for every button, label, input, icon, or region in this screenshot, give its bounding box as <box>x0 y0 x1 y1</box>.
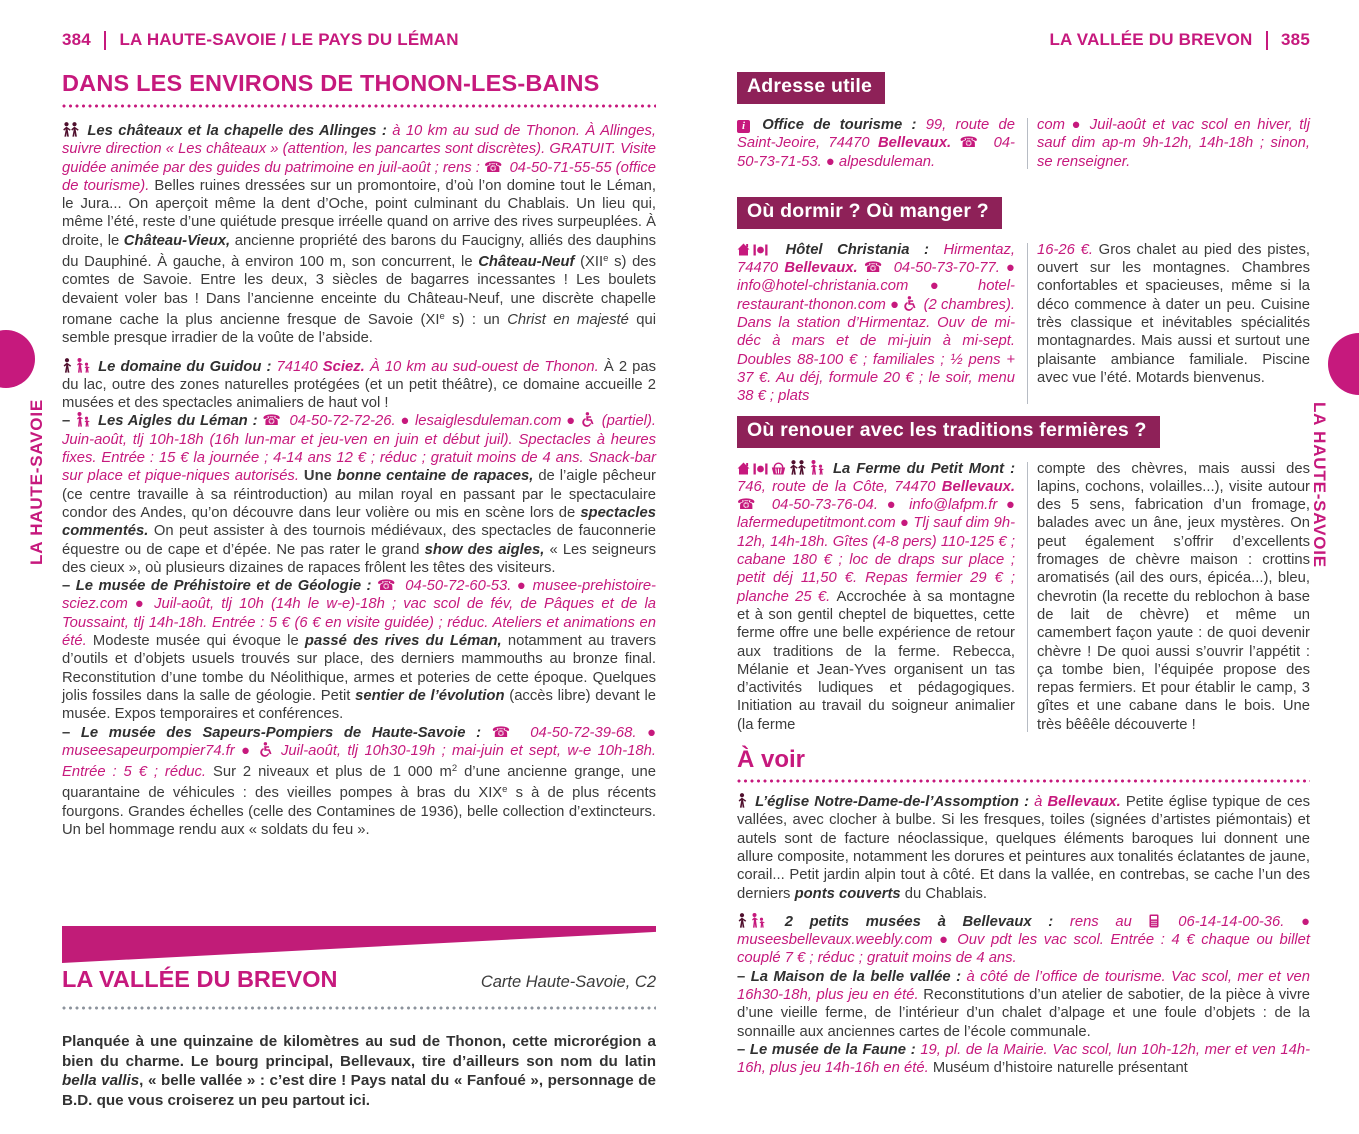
basket-icon <box>771 461 786 477</box>
map-reference: Carte Haute-Savoie, C2 <box>480 973 656 991</box>
dotted-rule-gray <box>62 1006 656 1010</box>
section-band <box>62 926 656 963</box>
entry-musee-prehistoire: – Le musée de Préhistoire et de Géologie : ☎ 04-50-72-60-53. ● musee-prehistoire-sciez.com ● Juil-août, tlj 10h (14h le w-e)-18h ; vac scol de fév, de Pâques et de la Toussaint, tlj 14h-18h. Entrée : 5 € (6 € en visite guidée) ; réduc. Ateliers et animations en été. Modeste musée qui évoque le passé des rives du Léman, notamment au travers d’outils et d’objets usuels trouvés sur place, des derniers mammouths au bronze final. Reconstitution d’une tombe du Néolithique, armes et poteries de cette époque. Quelques jolis fossiles dans la salle de géologie. Petit sentier de l’évolution (accès libre) devant le musée. Expos temporaires et conférences. <box>62 578 657 723</box>
info-icon: i <box>737 117 750 133</box>
wheelchair-icon <box>903 297 916 313</box>
entry-chateaux-allinges: Les châteaux et la chapelle des Allinges : à 10 km au sud de Thonon. À Allinges, suivre direction « Les châteaux » (attention, les pancartes sont discrètes). GRATUIT. Visite guidée animée par des guides du patrimoine en juil-août ; rens : ☎ 04-50-71-55-55 (office de tourisme). Belles ruines dressées sur un promontoire, d’où l’on domine tout le Léman, le Jura... On aperçoit même la dent d’Oche, point culminant du Chablais. Un lieu qui, même l’été, reste d’une quiétude presque irréelle quand on arrive des rives surpeuplées. À droite, le Château-Vieux, ancienne propriété des barons du Faucigny, alliés des dauphins du Dauphiné. À gauche, à environ 100 m, son concurrent, le Château-Neuf (XIIe s) des comtes de Savoie. Entre les deux, 3 siècles de bagarres incessantes ! Les boulets devaient voler bas ! Dans l’ancienne enceinte du Château-Neuf, une discrète chapelle romane cache la plus ancienne fresque de Savoie (XIe s) : un Christ en majesté qui semble presque irradier de la voûte de l’abside. <box>62 123 657 347</box>
hotel-christania-col2: 16-26 €. Gros chalet au pied des pistes, ouvert sur les montagnes. Chambres confortables et spacieuses, même si la déco commence à dater un peu. Cuisine très classique et inévitables spécialités montagnardes. Mais aussi et surtout une plaisante ambiance familiale. Piscine avec vue l’été. Motards bienvenus. <box>1037 241 1310 386</box>
office-de-tourisme-col1: i Office de tourisme : 99, route de Saint-Jeoire, 74470 Bellevaux. ☎ 04-50-73-71-53. ● alpesduleman. <box>737 117 1015 170</box>
entry-maison-belle-vallee: – La Maison de la belle vallée : à côté de l’office de tourisme. Vac scol, mer et ven 16h30-18h, plus jeu en été. Reconstitutions d’un atelier de sabotier, de la pièce à vivre d’une vieille ferme, de l’intérieur d’un chalet d’alpage et une foule d’objets : de la sonnaille aux anciennes cartes de l’école communale. <box>737 968 1310 1040</box>
restaurant-icon <box>753 461 768 477</box>
person-icon <box>737 914 747 930</box>
hotel-christania-col1: Hôtel Christania : Hirmentaz, 74470 Bellevaux. ☎ 04-50-73-70-77. ● info@hotel-christania.com ● hotel-restaurant-thonon.com ● (2 chambres). Dans la station d’Hirmentaz. Ouv de mi-déc à mars et de mi-juin à mi-sept. Doubles 88-100 € ; familiales ; ½ pens + 37 €. Au déj, formule 20 € ; le soir, menu 38 € ; plats <box>737 241 1015 405</box>
heading-adresse-utile-label: Adresse utile <box>737 72 885 104</box>
phone-icon: ☎ <box>491 724 517 741</box>
running-head-right <box>737 30 1310 50</box>
running-head-title-left: LA HAUTE-SAVOIE / LE PAYS DU LÉMAN <box>119 30 459 49</box>
heading-adresse-utile <box>737 72 1310 104</box>
ferme-petit-mont-block <box>737 460 1310 734</box>
header-divider <box>104 31 107 50</box>
section-title-brevon: LA VALLÉE DU BREVON <box>62 966 338 992</box>
right-edge-circle <box>1328 333 1359 395</box>
column-divider <box>1027 243 1028 404</box>
ferme-petit-mont-col1: La Ferme du Petit Mont : 746, route de la Côte, 74470 Bellevaux. ☎ 04-50-73-76-04. ● info@lafpm.fr ● lafermedupetitmont.com ● Tlj sauf dim 9h-12h, 14h-18h. Gîtes (4-8 pers) 110-125 € ; cabane 180 € ; loc de draps sur place ; petit déj 11,50 €. Repas fermier 29 € ; planche 25 €. Accrochée à sa montagne et à son gentil cheptel de biquettes, cette ferme offre une belle expérience de retour aux traditions de la ferme. Rebecca, Mélanie et Jean-Yves organisent un tas d’activités ludiques et pédagogiques. Initiation au travail du soigneur animalier (la ferme <box>737 460 1015 733</box>
adresse-utile-block <box>737 116 1310 171</box>
hotel-icon <box>737 242 750 258</box>
phone-icon: ☎ <box>863 260 885 277</box>
entry-musee-sapeurs-pompiers: – Le musée des Sapeurs-Pompiers de Haute-Savoie : ☎ 04-50-72-39-68. ● museesapeurpompier74.fr ● Juil-août, tlj 10h30-19h ; mai-juin et sept, w-e 10h-18h. Entrée : 5 € ; réduc. Sur 2 niveaux et plus de 1 000 $m^2$ d’une ancienne grange, une quarantaine de véhicules : des vieilles pompes à bras du XIXe s à de plus récents fourgons. Grandes échelles (celle des Contamines de 1936), belle collection d’extincteurs. Un bel hommage rendu aux « soldats du feu ». <box>62 724 657 838</box>
phone-icon: ☎ <box>959 135 983 152</box>
column-divider <box>1027 118 1028 169</box>
running-head-left <box>62 30 656 50</box>
left-edge-circle <box>0 330 35 388</box>
heading-ou-dormir-manger <box>737 197 1310 229</box>
right-tab-label: LA HAUTE-SAVOIE <box>1310 402 1329 568</box>
phone-icon: ☎ <box>737 497 761 514</box>
heading-traditions-fermieres-label: Où renouer avec les traditions fermières ? <box>737 416 1160 448</box>
column-divider <box>1027 462 1028 732</box>
person-icon <box>62 359 72 375</box>
page-384 <box>62 0 656 1134</box>
heading-ou-dormir-manger-label: Où dormir ? Où manger ? <box>737 197 1002 229</box>
left-tab-label: LA HAUTE-SAVOIE <box>27 399 46 565</box>
page-385 <box>737 0 1310 1077</box>
person-icon <box>737 794 747 810</box>
entry-eglise-assomption: L’église Notre-Dame-de-l’Assomption : à Bellevaux. Petite église typique de ces vallées, avec clocher à bulbe. Si les fresques, toiles (signées d’artistes piémontais) et autels sont de facture néoclassique, quelques éléments baroques lui donnent une allure composite, notamment les dorures et peintures aux tonalités éclatantes de jaune, corail... Petit jardin alpin tout à côté. Et dans la vallée, en contrebas, se cache l’un des derniers ponts couverts du Chablais. <box>737 794 1310 902</box>
wheelchair-icon <box>259 743 272 759</box>
family-icon <box>75 359 90 375</box>
entry-musee-de-la-faune: – Le musée de la Faune : 19, pl. de la Mairie. Vac scol, lun 10h-12h, mer et ven 14h-16h, plus jeu 14h-16h en été. Muséum d’histoire naturelle présentant <box>737 1041 1310 1077</box>
family-icon <box>75 413 90 429</box>
phone-icon: ☎ <box>262 413 282 430</box>
people-icon <box>62 123 79 139</box>
dotted-rule-avoir <box>737 779 1310 783</box>
heading-a-voir: À voir <box>737 746 806 774</box>
section-intro: Planquée à une quinzaine de kilomètres au sud de Thonon, cette microrégion a bien du charme. Le bourg principal, Bellevaux, tire d’ailleurs son nom du latin bella vallis, « belle vallée » : c’est dire ! Pays natal du « Fanfoué », personnage de B.D. que vous croiserez un peu partout ici. <box>62 1033 657 1109</box>
section-header-brevon <box>62 966 656 993</box>
mobile-icon <box>1149 914 1159 930</box>
entry-deux-petits-musees: 2 petits musées à Bellevaux : rens au 06-14-14-00-36. ● museesbellevaux.weebly.com ● Ouv pdt les vac scol. Entrée : 4 € chaque ou billet couplé 7 € ; réduc ; gratuit moins de 4 ans. <box>737 913 1311 967</box>
entry-aigles-du-leman: – Les Aigles du Léman : ☎ 04-50-72-72-26. ● lesaiglesduleman.com ● (partiel). Juin-août, tlj 10h-18h (16h lun-mar et jeu-ven en juin et début juil). Spectacles à heures fixes. Entrée : 15 € la journée ; 4-14 ans 12 € ; réduc ; gratuit moins de 4 ans. Snack-bar sur place et pique-niques autorisés. Une bonne centaine de rapaces, de l’aigle pêcheur (ce centre travaille à sa réintroduction) au milan royal en passant par le spectaculaire condor des Andes, qu’on découvre dans leur volière ou mis en scène lors de spectacles commentés. On peut assister à des tournois médiévaux, des spectacles de fauconnerie équestre ou de cape et d’épée. Ne pas rater le grand show des aigles, « Les seigneurs des cieux », où plusieurs dizaines de rapaces frôlent les têtes des visiteurs. <box>62 413 656 576</box>
running-head-title-right: LA VALLÉE DU BREVON <box>1049 30 1253 49</box>
hotel-icon <box>737 461 750 477</box>
page-number-left: 384 <box>62 30 91 49</box>
header-divider <box>1266 31 1269 50</box>
heading-traditions-fermieres <box>737 416 1310 448</box>
office-de-tourisme-col2: com ● Juil-août et vac scol en hiver, tlj sauf dim ap-m 9h-12h, 14h-18h ; sinon, se renseigner. <box>1037 117 1310 170</box>
dotted-rule-title <box>62 104 656 108</box>
hotel-christania-block <box>737 241 1310 406</box>
phone-icon: ☎ <box>376 578 397 595</box>
entry-domaine-guidou: Le domaine du Guidou : 74140 Sciez. À 10 km au sud-ouest de Thonon. À 2 pas du lac, outre des zones naturelles protégées (et un petit théâtre), ce domaine accueille 2 musées et des spectacles animaliers de haut vol ! <box>62 358 657 412</box>
page-title-thonon: DANS LES ENVIRONS DE THONON-LES-BAINS <box>62 70 600 96</box>
ferme-petit-mont-col2: compte des chèvres, mais aussi des lapins, cochons, volailles...), visite autour des 5 sens, fabrication d’un fromage, balades avec un âne, jeux mystères. On peut également s’offrir d’excellents fromages de chèvre maison : crottins aromatisés (ail des ours, épicéa...), bleu, chevrotin (la recette du reblochon à base de lait de chèvre) et même un camembert façon yaute : de quoi devenir chèvre ! De quoi aussi s’ouvrir l’appétit : ça tombe bien, l’équipée propose des repas fermiers. Et pour établir le camp, 3 gîtes et une cabane dans le bois. Une très bêêêle découverte ! <box>1037 460 1310 733</box>
page-number-right: 385 <box>1281 30 1310 49</box>
family-icon <box>809 461 824 477</box>
wheelchair-icon <box>581 413 594 429</box>
phone-icon: ☎ <box>484 159 503 176</box>
family-icon <box>750 914 765 930</box>
restaurant-icon <box>753 242 768 258</box>
people-icon <box>789 461 806 477</box>
